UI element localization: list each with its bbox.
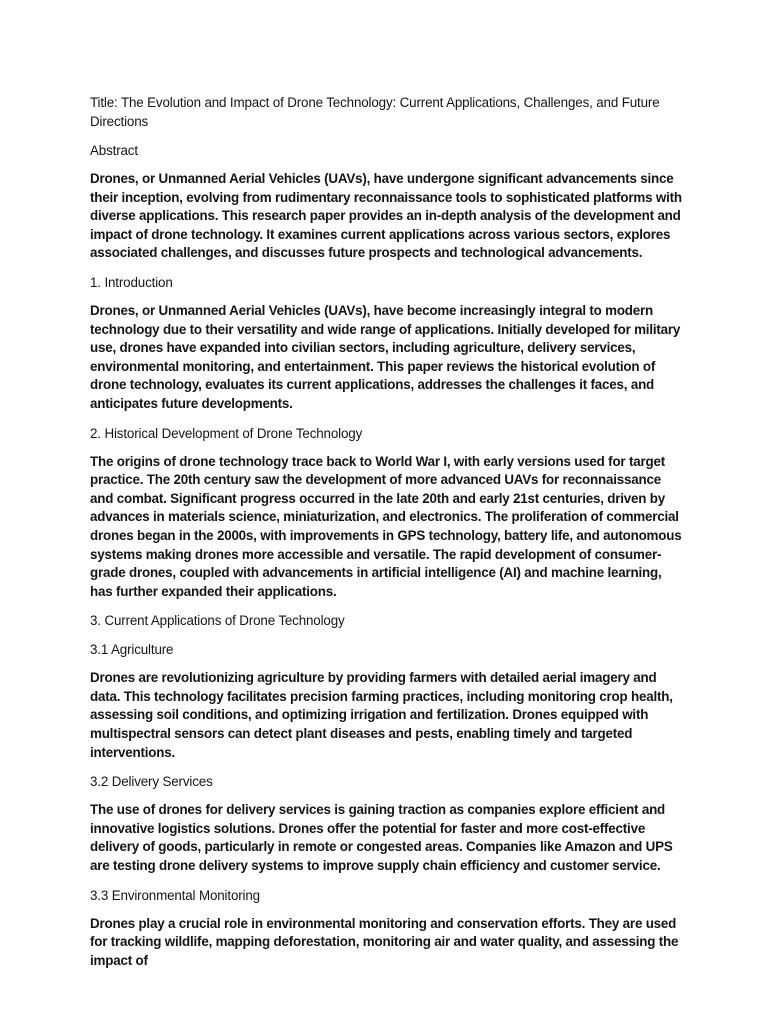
section-paragraph-historical-development: The origins of drone technology trace back to World War I, with early versions used for target practice. The 20th century saw the development of more advanced UAVs for reconnaissance and combat. Significant progress occurred in the late 20th and early 21st centuries, driven by advances in materials science, miniaturization, and electronics. The proliferation of commercial drones began in the 2000s, with improvements in GPS technology, battery life, and autonomous systems making drones more accessible and versatile. The rapid development of consumer-grade drones, coupled with advancements in artificial intelligence (AI) and machine learning, has further expanded their applications. [90, 453, 682, 599]
section-paragraph-delivery-services: The use of drones for delivery services is gaining traction as companies explore efficient and innovative logistics solutions. Drones offer the potential for faster and more cost-effective delivery of goods, particularly in remote or congested areas. Companies like Amazon and UPS are testing drone delivery systems to improve supply chain efficiency and customer service. [90, 802, 673, 874]
section-paragraph-introduction: Drones, or Unmanned Aerial Vehicles (UAVs), have become increasingly integral to modern technology due to their versatility and wide range of applications. Initially developed for military use, drones have expanded into civilian sectors, including agriculture, delivery services, environmental monitoring, and entertainment. This paper reviews the historical evolution of drone technology, evaluates its current applications, addresses the challenges it faces, and anticipates future developments. [90, 302, 681, 411]
document-title: Title: The Evolution and Impact of Drone Technology: Current Applications, Challenges, and Future Directions [90, 95, 660, 129]
document-page [90, 93, 682, 968]
section-heading-current-applications: 3. Current Applications of Drone Technology [90, 613, 345, 629]
section-heading-environmental-monitoring: 3.3 Environmental Monitoring [90, 887, 260, 903]
section-heading-delivery-services: 3.2 Delivery Services [90, 774, 213, 790]
section-heading-agriculture: 3.1 Agriculture [90, 642, 174, 658]
section-heading-historical-development: 2. Historical Development of Drone Technology [90, 425, 363, 441]
section-paragraph-environmental-monitoring: Drones play a crucial role in environmental monitoring and conservation efforts. They are used for tracking wildlife, mapping deforestation, monitoring air and water quality, and assessing the impact of [90, 915, 679, 968]
abstract-heading: Abstract [90, 143, 138, 158]
section-heading-introduction: 1. Introduction [90, 274, 173, 290]
section-paragraph-agriculture: Drones are revolutionizing agriculture by providing farmers with detailed aerial imagery and data. This technology facilitates precision farming practices, including monitoring crop health, assessing soil conditions, and optimizing irrigation and fertilization. Drones equipped with multispectral sensors can detect plant diseases and pests, enabling timely and targeted interventions. [90, 670, 673, 760]
abstract-paragraph: Drones, or Unmanned Aerial Vehicles (UAVs), have undergone significant advancements since their inception, evolving from rudimentary reconnaissance tools to sophisticated platforms with diverse applications. This research paper provides an in-depth analysis of the development and impact of drone technology. It examines current applications across various sectors, explores associated challenges, and discusses future prospects and technological advancements. [90, 171, 682, 261]
